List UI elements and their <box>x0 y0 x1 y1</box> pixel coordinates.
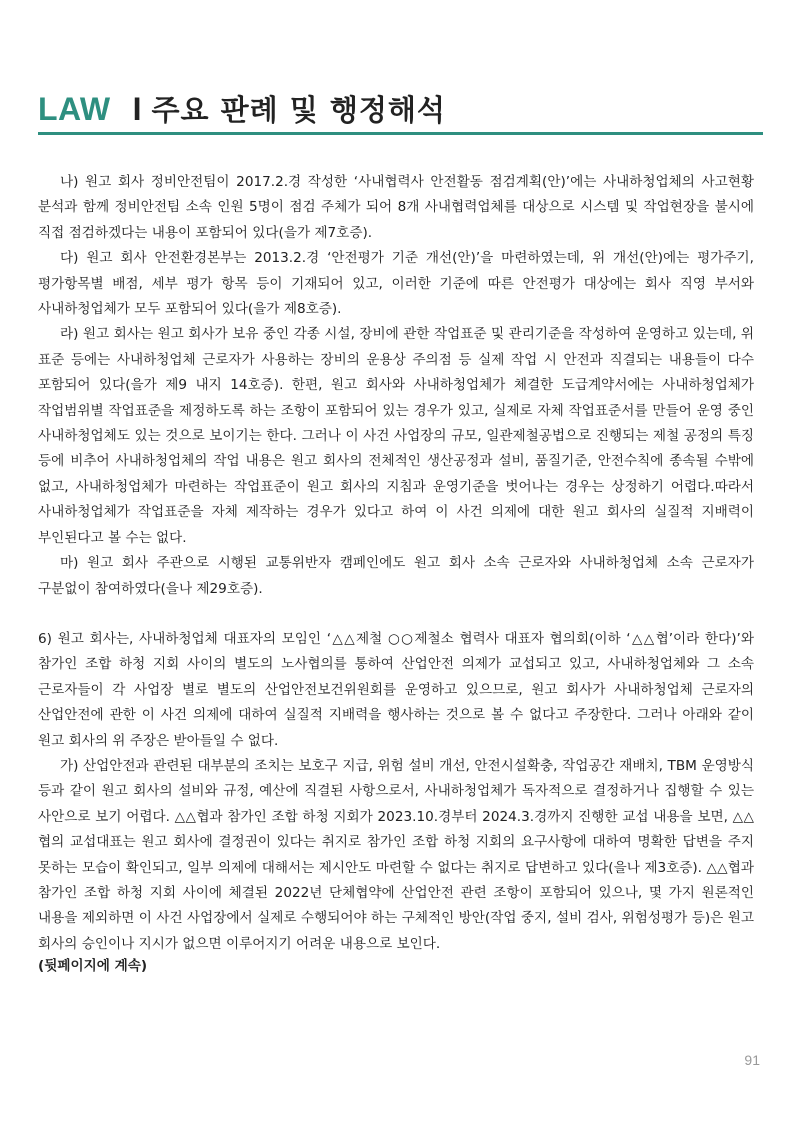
paragraph-ra: 라) 원고 회사는 원고 회사가 보유 중인 각종 시설, 장비에 관한 작업표준 및 관리기준을 작성하여 운영하고 있는데, 위 표준 등에는 사내하청업체 근로자가 사용하는 장비의 운용상 주의점 등 실제 작업 시 안전과 직결되는 내용들이 다수 포함되어 있다(을가 제9 내지 14호증). 한편, 원고 회사와 사내하청업체가 체결한 도급계약서에는 사내하청업체가 작업범위별 작업표준을 제정하도록 하는 조항이 포함되어 있는 경우가 있고, 실제로 자체 작업표준서를 만들어 운영 중인 사내하청업체도 있는 것으로 보이기는 한다. 그러나 이 사건 사업장의 규모, 일관제철공법으로 진행되는 제철 공정의 특징 등에 비추어 사내하청업체의 작업 내용은 원고 회사의 전체적인 생산공정과 설비, 품질기준, 안전수칙에 종속될 수밖에 없고, 사내하청업체가 마련하는 작업표준이 원고 회사의 지침과 운영기준을 벗어나는 경우는 상정하기 어렵다.따라서 사내하청업체가 작업표준을 자체 제작하는 경우가 있다고 하여 이 사건 의제에 대한 원고 회사의 실질적 지배력이 부인된다고 볼 수는 없다. <box>38 326 754 546</box>
paragraph-ma: 마) 원고 회사 주관으로 시행된 교통위반자 캠페인에도 원고 회사 소속 근로자와 사내하청업체 소속 근로자가 구분없이 참여하였다(을나 제29호증). <box>38 555 754 597</box>
page-header <box>38 88 763 132</box>
header-rule <box>38 132 763 135</box>
paragraph-na: 나) 원고 회사 정비안전팀이 2017.2.경 작성한 ‘사내협력사 안전활동 점검계획(안)’에는 사내하청업체의 사고현황 분석과 함께 정비안전팀 소속 인원 5명이 점검 주체가 되어 8개 사내협력업체를 대상으로 시스템 및 작업현장을 불시에 직접 점검하겠다는 내용이 포함되어 있다(을가 제7호증). <box>38 174 754 241</box>
page-number: 91 <box>744 1052 760 1068</box>
header-separator: I <box>132 91 142 127</box>
document-body <box>38 170 754 975</box>
page-title: 주요 판례 및 행정해석 <box>151 93 446 127</box>
paragraph-6: 6) 원고 회사는, 사내하청업체 대표자의 모임인 ‘△△제철 ○○제철소 협력사 대표자 협의회(이하 ‘△△협’이라 한다)’와 참가인 조합 하청 지회 사이의 별도의 노사협의를 통하여 산업안전 의제가 교섭되고 있고, 사내하청업체와 그 소속 근로자들이 각 사업장 별로 별도의 산업안전보건위원회를 운영하고 있으므로, 원고 회사가 사내하청업체 근로자의 산업안전에 관한 이 사건 의제에 대하여 실질적 지배력을 행사하는 것으로 볼 수 없다고 주장한다. 그러나 아래와 같이 원고 회사의 위 주장은 받아들일 수 없다. <box>38 630 754 749</box>
section-label: LAW <box>38 91 111 127</box>
continued-note: (뒷페이지에 계속) <box>38 958 148 975</box>
paragraph-da: 다) 원고 회사 안전환경본부는 2013.2.경 ‘안전평가 기준 개선(안)’을 마련하였는데, 위 개선(안)에는 평가주기, 평가항목별 배점, 세부 평가 항목 등이 기재되어 있고, 이러한 기준에 따른 안전평가 대상에는 회사 직영 부서와 사내하청업체가 모두 포함되어 있다(을가 제8호증). <box>38 250 754 318</box>
paragraph-gap <box>38 602 754 627</box>
paragraph-ga: 가) 산업안전과 관련된 대부분의 조치는 보호구 지급, 위험 설비 개선, 안전시설확충, 작업공간 재배치, TBM 운영방식 등과 같이 원고 회사의 설비와 규정, 예산에 직결된 사항으로서, 사내하청업체가 독자적으로 결정하거나 집행할 수 있는 사안으로 보기 어렵다. △△협과 참가인 조합 하청 지회가 2023.10.경부터 2024.3.경까지 진행한 교섭 내용을 보면, △△협의 교섭대표는 원고 회사에 결정권이 있다는 취지로 참가인 조합 하청 지회의 요구사항에 대하여 명확한 답변을 주지 못하는 모습이 확인되고, 일부 의제에 대해서는 제시안도 마련할 수 없다는 취지로 답변하고 있다(을나 제3호증). △△협과 참가인 조합 하청 지회 사이에 체결된 2022년 단체협약에 산업안전 관련 조항이 포함되어 있으나, 몇 가지 원론적인 내용을 제외하면 이 사건 사업장에서 실제로 수행되어야 하는 구체적인 방안(작업 중지, 설비 검사, 위험성평가 등)은 원고 회사의 승인이나 지시가 없으면 이루어지기 어려운 내용으로 보인다. <box>38 757 754 952</box>
